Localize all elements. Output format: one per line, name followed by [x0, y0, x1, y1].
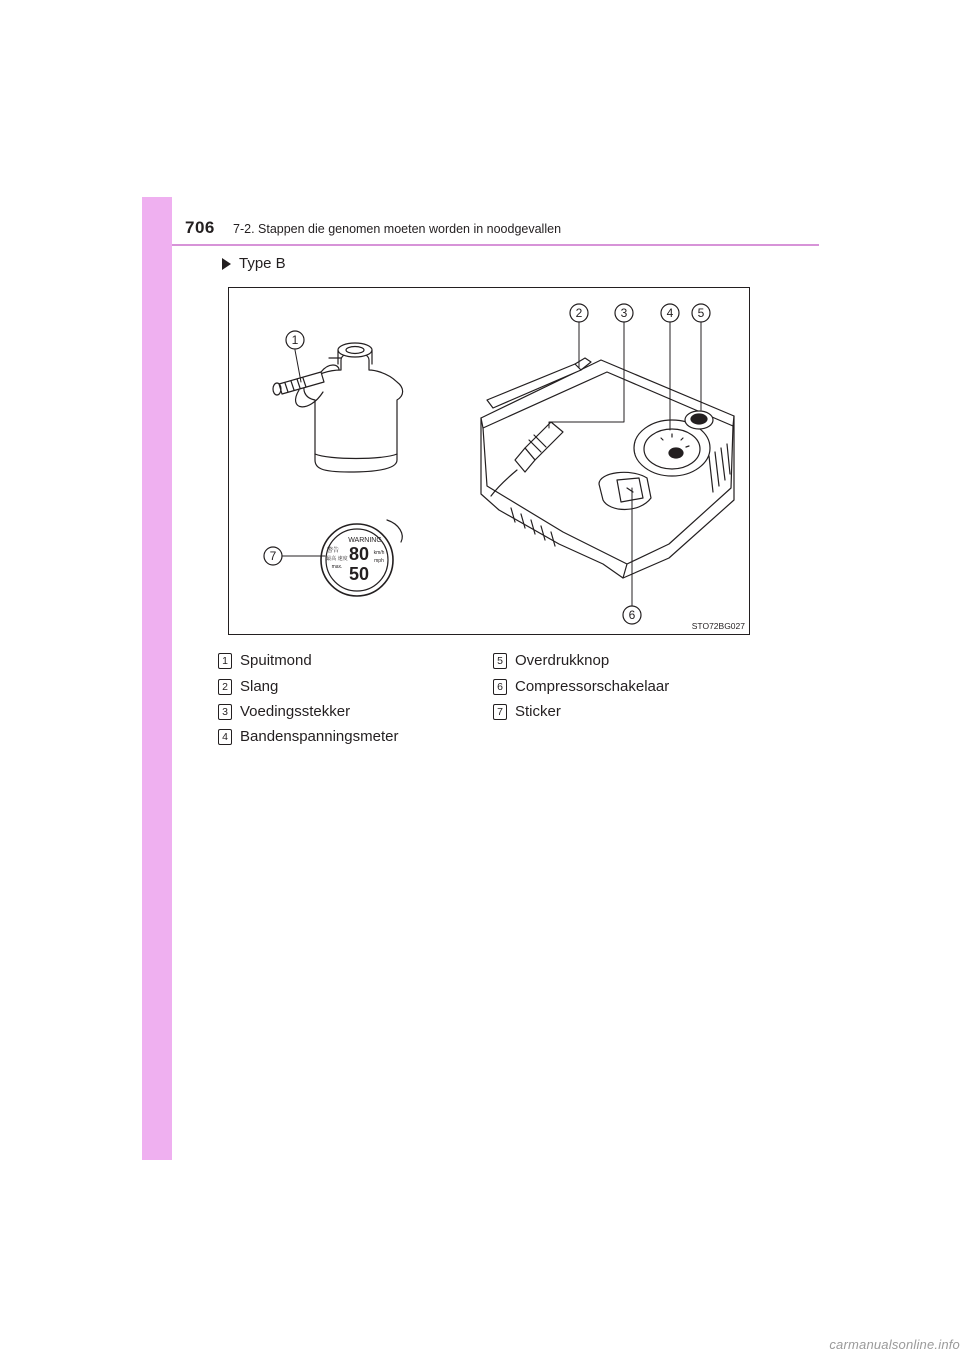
header-rule: [172, 244, 819, 246]
legend-label: Sticker: [515, 703, 561, 720]
legend-item-2: [218, 678, 278, 695]
legend-item-1: [218, 652, 312, 669]
sticker-warning-text: WARNING: [348, 537, 382, 544]
callout-1: 1: [291, 333, 299, 347]
section-title: 7-2. Stappen die genomen moeten worden in noodgevallen: [233, 222, 562, 236]
type-heading: [222, 255, 286, 272]
triangle-bullet-icon: [222, 258, 231, 270]
sticker-jp-speed: 最高 速度: [326, 556, 348, 562]
legend-item-6: [493, 678, 669, 695]
legend-label: Bandenspanningsmeter: [240, 728, 399, 745]
repair-kit-drawing: [229, 288, 749, 634]
callout-4: 4: [666, 306, 674, 320]
callout-2: 2: [575, 306, 583, 320]
legend-number-badge: 5: [493, 653, 507, 669]
legend-item-5: [493, 652, 609, 669]
legend-label: Slang: [240, 678, 279, 695]
page-number: 706: [185, 218, 215, 237]
legend-item-3: [218, 703, 350, 720]
type-label: Type B: [239, 255, 286, 272]
legend-label: Overdrukknop: [515, 652, 610, 669]
legend-number-badge: 3: [218, 704, 232, 720]
legend-number-badge: 4: [218, 729, 232, 745]
legend-label: Voedingsstekker: [240, 703, 351, 720]
legend-item-4: [218, 728, 398, 745]
legend-item-7: [493, 703, 561, 720]
legend-number-badge: 2: [218, 679, 232, 695]
sticker-unit-mph: mph: [374, 558, 384, 564]
watermark-link[interactable]: carmanualsonline.info: [829, 1337, 960, 1352]
sticker-unit-kmh: km/h: [373, 550, 385, 556]
sticker-speed-kmh: 80: [348, 544, 370, 564]
sticker-speed-mph: 50: [348, 564, 370, 584]
sticker-max-text: max.: [331, 564, 343, 570]
callout-6: 6: [628, 608, 636, 622]
sticker-jp-warning: 警告: [326, 548, 340, 554]
legend-label: Spuitmond: [240, 652, 312, 669]
callout-5: 5: [697, 306, 705, 320]
legend-number-badge: 1: [218, 653, 232, 669]
legend-label: Compressorschakelaar: [515, 678, 670, 695]
callout-3: 3: [620, 306, 628, 320]
legend-number-badge: 6: [493, 679, 507, 695]
callout-7: 7: [269, 549, 277, 563]
chapter-tab-band: [142, 197, 172, 1160]
figure-code: STO72BG027: [691, 621, 745, 631]
sealant-bottle: [273, 343, 403, 472]
legend-number-badge: 7: [493, 704, 507, 720]
compressor-unit: [481, 358, 734, 578]
figure-illustration: [228, 287, 750, 635]
